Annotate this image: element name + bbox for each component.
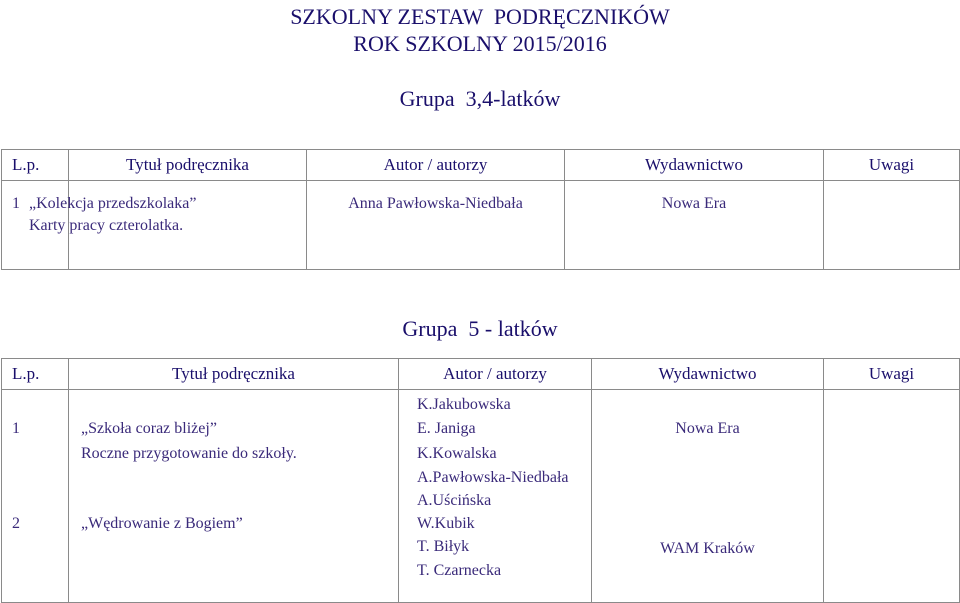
author-name: K.Kowalska xyxy=(417,445,497,462)
author-name: T. Czarnecka xyxy=(417,562,502,579)
table-row xyxy=(2,181,960,270)
row-lp: 1 xyxy=(12,420,20,437)
group1-table xyxy=(1,149,960,270)
row-lp: 2 xyxy=(12,515,20,532)
col-header-title: Tytuł podręcznika xyxy=(69,359,399,390)
author-name: E. Janiga xyxy=(417,420,476,437)
document-title: SZKOLNY ZESTAW PODRĘCZNIKÓW xyxy=(290,4,670,29)
table-row xyxy=(2,390,960,603)
book-notes xyxy=(824,181,960,270)
book-publisher: Nowa Era xyxy=(661,195,727,212)
row-lp: 1 xyxy=(12,195,20,212)
table-header-row xyxy=(2,150,960,181)
col-header-author: Autor / autorzy xyxy=(399,359,592,390)
author-name: A.Uścińska xyxy=(417,492,492,509)
group2-table xyxy=(1,358,960,603)
col-header-lp: L.p. xyxy=(2,150,69,181)
col-header-notes: Uwagi xyxy=(824,359,960,390)
book-title: „Szkoła coraz bliżej” xyxy=(81,420,217,437)
book-subtitle: Karty pracy czterolatka. xyxy=(29,217,184,234)
group1-title: Grupa 3,4-latków xyxy=(399,86,561,111)
col-header-author: Autor / autorzy xyxy=(307,150,565,181)
book-title: „Kolekcja przedszkolaka” xyxy=(29,195,197,212)
group2-title: Grupa 5 - latków xyxy=(402,316,558,341)
col-header-notes: Uwagi xyxy=(824,150,960,181)
book-subtitle: Roczne przygotowanie do szkoły. xyxy=(81,445,297,462)
book-notes xyxy=(824,390,960,603)
col-header-publisher: Wydawnictwo xyxy=(565,150,824,181)
book-author: Anna Pawłowska-Niedbała xyxy=(348,195,523,212)
book-publisher: WAM Kraków xyxy=(660,540,755,557)
book-title: „Wędrowanie z Bogiem” xyxy=(81,515,243,532)
col-header-title: Tytuł podręcznika xyxy=(69,150,307,181)
school-year: ROK SZKOLNY 2015/2016 xyxy=(353,31,607,56)
author-name: T. Biłyk xyxy=(417,538,470,555)
author-name: K.Jakubowska xyxy=(417,396,511,413)
author-name: A.Pawłowska-Niedbała xyxy=(417,469,569,486)
col-header-lp: L.p. xyxy=(2,359,69,390)
table-header-row xyxy=(2,359,960,390)
col-header-publisher: Wydawnictwo xyxy=(592,359,824,390)
book-publisher: Nowa Era xyxy=(675,420,740,437)
author-name: W.Kubik xyxy=(417,515,475,532)
